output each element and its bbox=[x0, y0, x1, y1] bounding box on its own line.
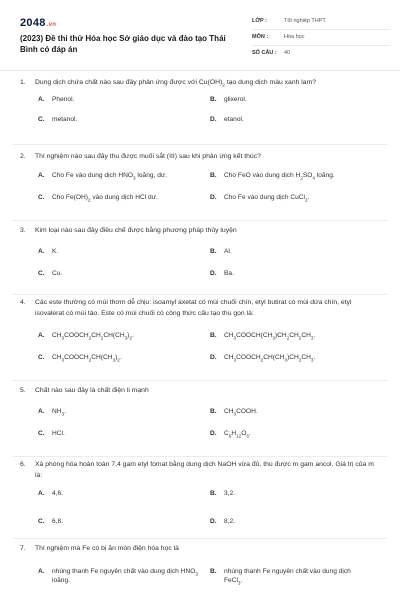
option-letter: C. bbox=[38, 518, 45, 525]
question-text: Thí nghiệm nào sau đây thu được muối sắt (III) sau khi phản ứng kết thúc? bbox=[35, 153, 261, 160]
answer-option[interactable] bbox=[210, 270, 370, 279]
question-stem bbox=[20, 298, 382, 319]
option-letter: B. bbox=[210, 172, 217, 179]
answer-option[interactable] bbox=[38, 354, 198, 363]
question-4 bbox=[20, 298, 382, 319]
option-letter: D. bbox=[210, 354, 217, 361]
option-text: $CH_3COOCH(CH_3)CH_2CH_2CH_3$. bbox=[224, 332, 316, 341]
answer-option[interactable] bbox=[210, 332, 370, 341]
option-text: Ba. bbox=[224, 270, 234, 277]
option-text: Cu. bbox=[52, 270, 63, 277]
question-stem bbox=[20, 152, 382, 163]
answer-option[interactable] bbox=[38, 248, 198, 257]
question-text: Dung dịch chứa chất nào sau đây phản ứng được với $Cu(OH)_2$ tạo dung dịch màu xanh lam? bbox=[35, 79, 317, 89]
option-text: $CH_3COOCH_2CH(CH_3)_2$. bbox=[52, 354, 122, 363]
option-text: Cho $Fe(OH)_2$ vào dung dịch HCl dư. bbox=[52, 194, 158, 203]
meta-value: Hóa học bbox=[284, 33, 305, 40]
answer-option[interactable] bbox=[210, 96, 370, 105]
option-letter: B. bbox=[210, 96, 217, 103]
answer-option[interactable] bbox=[38, 408, 198, 417]
option-text: Cho Fe vào dung dịch $HNO_3$ loãng, dư. bbox=[52, 172, 168, 181]
option-letter: A. bbox=[38, 96, 45, 103]
option-text: Al. bbox=[224, 248, 232, 255]
question-stem bbox=[20, 460, 382, 481]
exam-header bbox=[0, 0, 400, 71]
option-letter: D. bbox=[210, 270, 217, 277]
option-letter: D. bbox=[210, 518, 217, 525]
question-number: 5. bbox=[20, 387, 26, 394]
question-divider bbox=[12, 294, 388, 295]
option-letter: B. bbox=[210, 408, 217, 415]
answer-option[interactable] bbox=[210, 568, 370, 586]
option-letter: A. bbox=[38, 172, 45, 179]
option-letter: C. bbox=[38, 194, 45, 201]
option-letter: C. bbox=[38, 116, 45, 123]
answer-option[interactable] bbox=[38, 332, 198, 341]
question-number: 4. bbox=[20, 299, 26, 306]
option-letter: B. bbox=[210, 568, 217, 575]
option-text: nhúng thanh Fe nguyên chất vào dung dịch FeCl$_3$. bbox=[224, 568, 351, 586]
option-text: etanol. bbox=[224, 116, 244, 123]
question-number: 3. bbox=[20, 227, 26, 234]
option-text: 8,2. bbox=[224, 518, 235, 525]
option-letter: D. bbox=[210, 430, 217, 437]
site-logo[interactable]: 2048.vn bbox=[20, 17, 57, 29]
question-5 bbox=[20, 386, 382, 397]
question-1 bbox=[20, 78, 382, 89]
answer-option[interactable] bbox=[210, 172, 370, 181]
answer-option[interactable] bbox=[38, 270, 198, 279]
meta-value: Tốt nghiệp THPT bbox=[284, 17, 326, 24]
question-number: 7. bbox=[20, 545, 26, 552]
option-letter: A. bbox=[38, 568, 45, 575]
option-text: 6,8. bbox=[52, 518, 63, 525]
answer-option[interactable] bbox=[210, 490, 370, 499]
answer-option[interactable] bbox=[38, 518, 198, 527]
option-text: Cho Fe vào dung dịch CuCl$_2$. bbox=[224, 194, 310, 203]
answer-option[interactable] bbox=[210, 116, 370, 125]
question-number: 6. bbox=[20, 461, 26, 468]
question-stem bbox=[20, 544, 382, 555]
question-text: Chất nào sau đây là chất điện li mạnh bbox=[35, 387, 149, 394]
option-letter: B. bbox=[210, 248, 217, 255]
answer-option[interactable] bbox=[210, 408, 370, 417]
question-stem bbox=[20, 386, 382, 397]
question-stem bbox=[20, 226, 382, 237]
answer-option[interactable] bbox=[210, 430, 370, 439]
option-letter: A. bbox=[38, 248, 45, 255]
question-divider bbox=[12, 538, 388, 539]
option-text: 4,6. bbox=[52, 490, 63, 497]
question-number: 1. bbox=[20, 79, 26, 86]
option-text: $CH_3COOH$. bbox=[224, 408, 258, 417]
meta-row-count bbox=[252, 46, 390, 61]
meta-row-subject bbox=[252, 30, 390, 46]
question-text: Các este thường có mùi thơm dễ chịu: isoamyl axetat có mùi chuối chín, etyl butirat có mùi dứa chín, etyl isovalerat có mùi táo. Este có mùi chuối có công thức cấu tạo thu gọn là: bbox=[35, 299, 352, 317]
meta-key: LỚP : bbox=[252, 17, 267, 24]
answer-option[interactable] bbox=[38, 116, 198, 125]
meta-key: SỐ CÂU : bbox=[252, 49, 277, 56]
question-text: Xà phòng hóa hoàn toàn 7,4 gam etyl fomat bằng dung dịch NaOH vừa đủ, thu được m gam ancol. Giá trị của m là: bbox=[35, 461, 374, 479]
meta-row-class bbox=[252, 14, 390, 30]
option-text: $CH_3COOCH_2CH_2CH(CH_3)_2$. bbox=[52, 332, 134, 341]
question-7 bbox=[20, 544, 382, 555]
option-letter: D. bbox=[210, 116, 217, 123]
answer-option[interactable] bbox=[210, 518, 370, 527]
option-text: glixerol. bbox=[224, 96, 247, 103]
option-text: $NH_3$. bbox=[52, 408, 66, 417]
question-stem bbox=[20, 78, 382, 89]
answer-option[interactable] bbox=[210, 248, 370, 257]
exam-title: (2023) Đề thi thử Hóa học Sở giáo dục và đào tạo Thái Bình có đáp án bbox=[20, 34, 226, 54]
answer-option[interactable] bbox=[38, 490, 198, 499]
option-letter: B. bbox=[210, 332, 217, 339]
option-letter: C. bbox=[38, 270, 45, 277]
option-letter: C. bbox=[38, 354, 45, 361]
meta-value: 40 bbox=[284, 49, 291, 56]
question-text: Thí nghiệm mà Fe có bị ăn mòn điện hóa học là bbox=[35, 545, 179, 552]
meta-key: MÔN : bbox=[252, 33, 269, 40]
question-divider bbox=[12, 220, 388, 221]
answer-option[interactable] bbox=[38, 568, 198, 586]
answer-option[interactable] bbox=[38, 430, 198, 439]
option-letter: A. bbox=[38, 408, 45, 415]
answer-option[interactable] bbox=[210, 354, 370, 363]
option-text: metanol. bbox=[52, 116, 78, 123]
option-text: Cho FeO vào dung dịch $H_2SO_4$ loãng. bbox=[224, 172, 335, 181]
question-6 bbox=[20, 460, 382, 481]
option-text: $C_6H_{12}O_6$. bbox=[224, 430, 251, 439]
answer-option[interactable] bbox=[38, 96, 198, 105]
option-letter: B. bbox=[210, 490, 217, 497]
option-text: HCl. bbox=[52, 430, 65, 437]
question-divider bbox=[12, 456, 388, 457]
option-text: K. bbox=[52, 248, 59, 255]
option-letter: A. bbox=[38, 490, 45, 497]
answer-option[interactable] bbox=[210, 194, 370, 203]
option-text: Phenol. bbox=[52, 96, 75, 103]
question-2 bbox=[20, 152, 382, 163]
question-text: Kim loại nào sau đây điều chế được bằng phương pháp thủy luyện bbox=[35, 227, 237, 234]
option-letter: C. bbox=[38, 430, 45, 437]
question-divider bbox=[12, 144, 388, 145]
option-text: 3,2. bbox=[224, 490, 235, 497]
exam-meta bbox=[252, 14, 390, 61]
option-text: nhúng thanh Fe nguyên chất vào dung dịch $HNO_3$ loãng. bbox=[52, 568, 198, 584]
option-text: $CH_3COOCH_2CH(CH_3)CH_2CH_3$. bbox=[224, 354, 316, 363]
question-number: 2. bbox=[20, 153, 26, 160]
option-letter: A. bbox=[38, 332, 45, 339]
answer-option[interactable] bbox=[38, 172, 198, 181]
question-divider bbox=[12, 380, 388, 381]
question-3 bbox=[20, 226, 382, 237]
option-letter: D. bbox=[210, 194, 217, 201]
answer-option[interactable] bbox=[38, 194, 198, 203]
